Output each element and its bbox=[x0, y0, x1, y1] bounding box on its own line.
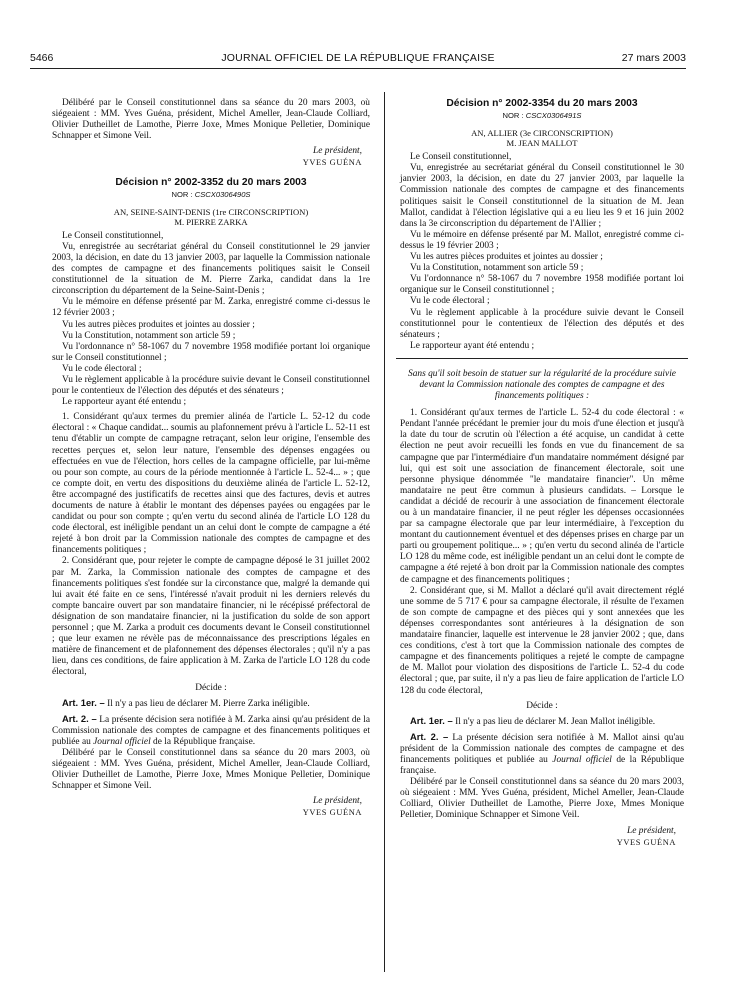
section-rule bbox=[396, 358, 688, 359]
italic-clause: Sans qu'il soit besoin de statuer sur la régularité de la procédure suivie devant la Commission nationale des comptes de campagne et des financements politiques : bbox=[408, 368, 676, 402]
body-paragraph: Vu, enregistrée au secrétariat général du Conseil constitutionnel le 29 janvier 2003, la décision, en date du 13 janvier 2003, par laquelle la Commission nationale des comptes de campagne et des financements politiques saisit le Conseil constitutionnel de la situation de M. Pierre Zarka, candidat dans la 1re circonscription du département de la Seine-Saint-Denis ; bbox=[52, 241, 370, 297]
delibere-paragraph: Délibéré par le Conseil constitutionnel dans sa séance du 20 mars 2003, où siégeaient : MM. Yves Guéna, président, Michel Ameller, Jean-Claude Colliard, Olivier Dutheillet de Lamothe, Pierre Joxe, Mmes Monique Pelletier, Dominique Schnapper et Simone Veil. bbox=[52, 747, 370, 792]
body-paragraph: Vu l'ordonnance n° 58-1067 du 7 novembre 1958 modifiée portant loi organique sur le Conseil constitutionnel ; bbox=[52, 341, 370, 363]
body-paragraph: Vu, enregistrée au secrétariat général du Conseil constitutionnel le 30 janvier 2003, la décision, en date du 27 janvier 2003, par laquelle la Commission nationale des comptes de campagne et des financements politiques saisit le Conseil constitutionnel de la situation de M. Jean Mallot, candidat à l'élection législative qui a eu lieu les 9 et 16 juin 2002 dans la 3e circonscription du département de l'Allier ; bbox=[400, 163, 684, 229]
signature-name: YVES GUÉNA bbox=[302, 158, 362, 168]
affaire-line: AN, SEINE-SAINT-DENIS (1re CIRCONSCRIPTION) bbox=[113, 206, 309, 217]
decide-heading: Décide : bbox=[526, 700, 558, 711]
considerant-paragraph: 2. Considérant que, si M. Mallot a déclaré qu'il avait directement réglé une somme de 5 717 € pour sa campagne électorale, il résulte de l'examen de son compte de campagne et des pièces qui y sont annexées que les dépenses correspondantes sont antérieures à la désignation de son mandataire financier, laquelle est intervenue le 28 janvier 2002 ; que, dans ces conditions, c'est à tort que la Commission nationale des comptes de campagne et des financements politiques a rejeté le compte de campagne de M. Mallot pour violation des dispositions de l'article L. 52-4 du code électoral ; que, par suite, il n'y a pas lieu de faire application de l'article LO 128 du code électoral, bbox=[400, 585, 684, 696]
body-paragraph: Vu le mémoire en défense présenté par M. Zarka, enregistré comme ci-dessus le 12 février 2003 ; bbox=[52, 297, 370, 319]
decide-heading: Décide : bbox=[195, 682, 227, 693]
body-paragraph: Vu le règlement applicable à la procédure suivie devant le Conseil constitutionnel pour le contentieux de l'élection des députés et des sénateurs ; bbox=[52, 374, 370, 397]
nor-label: NOR : bbox=[171, 189, 193, 199]
left-column bbox=[52, 98, 370, 819]
considerant-paragraph: 1. Considérant qu'aux termes de l'article L. 52-4 du code électoral : « Pendant l'année précédant le premier jour du mois d'une élection et jusqu'à la date du tour de scrutin où l'élection a été acquise, un candidat à cette élection ne peut avoir recueilli les fonds en vue du financement de sa campagne que par l'intermédiaire d'un mandataire nommément désigné par lui, qui est soit une association de financement électorale, soit une personne physique dénommée "le mandataire financier". Un même mandataire ne peut être commun à plusieurs candidats. – Lorsque le candidat a décidé de recourir à une association de financement électorale ou à un mandataire financier, il ne peut régler les dépenses occasionnées par sa campagne électorale que par leur intermédiaire, à l'exception du montant du cautionnement éventuel et des dépenses prises en charge par un parti ou groupement politique... » ; qu'en vertu du second alinéa de l'article LO 128 du même code, est inéligible pendant un an celui dont le compte de campagne a été rejeté à bon droit par la Commission nationale des comptes de campagne et des financements politiques ; bbox=[400, 408, 684, 585]
journal-officiel-ref: Journal officiel bbox=[93, 736, 151, 747]
article-text: Il n'y a pas lieu de déclarer M. Jean Mallot inéligible. bbox=[455, 716, 656, 727]
body-paragraph: Vu le règlement applicable à la procédure suivie devant le Conseil constitutionnel pour le contentieux de l'élection des députés et des sénateurs ; bbox=[400, 307, 684, 340]
body-paragraph: Vu les autres pièces produites et jointes au dossier ; bbox=[62, 319, 255, 330]
article-text: de la République française. bbox=[400, 754, 685, 777]
article-1 bbox=[400, 715, 684, 728]
page-number: 5466 bbox=[30, 52, 54, 64]
signature-block bbox=[400, 826, 676, 848]
body-paragraph: Le rapporteur ayant été entendu ; bbox=[62, 397, 187, 408]
affaire-line: AN, ALLIER (3e CIRCONSCRIPTION) bbox=[471, 128, 613, 139]
delibere-paragraph: Délibéré par le Conseil constitutionnel dans sa séance du 20 mars 2003, où siégeaient : MM. Yves Guéna, président, Michel Ameller, Jean-Claude Colliard, Olivier Dutheillet de Lamothe, Pierre Joxe, Mmes Monique Pelletier, Dominique Schnapper et Simone Veil. bbox=[400, 777, 684, 821]
nor-code: CSCX0306491S bbox=[525, 111, 582, 121]
right-column bbox=[400, 98, 684, 848]
signature-role: Le président, bbox=[313, 146, 362, 157]
affaire-line: M. PIERRE ZARKA bbox=[174, 216, 248, 227]
signature-role: Le président, bbox=[627, 825, 676, 836]
body-paragraph: Vu la Constitution, notamment son article 59 ; bbox=[62, 330, 236, 341]
considerant-paragraph: 2. Considérant que, pour rejeter le compte de campagne déposé le 31 juillet 2002 par M. Zarka, la Commission nationale des comptes de campagne et des financements politiques s'est fondée sur la circonstance que, malgré la demande qui lui avait été faite en ce sens, l'intéressé n'avait produit ni les derniers relevés du compte bancaire ouvert par son mandataire financier, ni le récépissé préfectoral de désignation de son mandataire financier, ni la justification du solde de son apport personnel ; que M. Zarka a produit ces documents devant le Conseil constitutionnel ; que leur examen ne révèle pas de méconnaissance des prescriptions légales en matière de financement et de plafonnement des dépenses électorales ; qu'il n'y a pas lieu, dans ces conditions, de faire application à M. Zarka de l'article LO 128 du code électoral, bbox=[52, 556, 370, 678]
article-label: Art. 1er. – bbox=[410, 714, 453, 726]
article-text: de la République française. bbox=[153, 736, 256, 747]
article-label: Art. 2. – bbox=[410, 730, 449, 742]
signature-block bbox=[52, 146, 362, 168]
article-label: Art. 2. – bbox=[62, 712, 97, 724]
considerant-paragraph: 1. Considérant qu'aux termes du premier alinéa de l'article L. 52-12 du code électoral : « Chaque candidat... soumis au plafonnement prévu à l'article L. 52-11 est tenu d'établir un compte de campagne retraçant, selon leur origine, l'ensemble des recettes perçues et, selon leur nature, l'ensemble des dépenses engagées ou effectuées en vue de l'élection, hors celles de la campagne officielle, par lui-même ou pour son compte, au cours de la période mentionnée à l'article L. 52-4... » ; que ce compte doit, en vertu des dispositions du deuxième alinéa de l'article L. 52-12, être accompagné des justificatifs de recettes ainsi que des factures, devis et autres documents de nature à établir le montant des dépenses payées ou engagées par le candidat ou pour son compte ; qu'en vertu du second alinéa de l'article LO 128 du code électoral, est inéligible pendant un an celui dont le compte de campagne a été rejeté à bon droit par la Commission nationale des comptes de campagne et des financements politiques ; bbox=[52, 412, 370, 556]
affaire-line: M. JEAN MALLOT bbox=[506, 138, 578, 149]
decision-title: Décision n° 2002-3354 du 20 mars 2003 bbox=[446, 98, 638, 109]
nor-code: CSCX0306490S bbox=[194, 189, 251, 199]
body-paragraph: Vu le code électoral ; bbox=[410, 296, 490, 307]
nor-reference bbox=[52, 189, 370, 200]
article-text: La présente décision sera notifiée à M. Mallot ainsi qu'au président de la Commission nationale des comptes de campagne et des financements politiques et publiée au bbox=[400, 732, 684, 765]
article-text: Il n'y a pas lieu de déclarer M. Pierre Zarka inéligible. bbox=[107, 698, 310, 709]
column-divider bbox=[384, 92, 385, 972]
issue-date: 27 mars 2003 bbox=[621, 52, 686, 64]
signature-name: YVES GUÉNA bbox=[302, 808, 362, 818]
body-paragraph: Vu l'ordonnance n° 58-1067 du 7 novembre 1958 modifiée portant loi organique sur le Conseil constitutionnel ; bbox=[400, 274, 684, 296]
signature-block bbox=[52, 796, 362, 818]
nor-reference bbox=[400, 110, 684, 121]
nor-label: NOR : bbox=[502, 111, 524, 121]
page-header bbox=[30, 52, 686, 66]
decision-title: Décision n° 2002-3352 du 20 mars 2003 bbox=[115, 176, 307, 188]
article-label: Art. 1er. – bbox=[62, 696, 105, 708]
article-2 bbox=[400, 731, 684, 777]
signature-name: YVES GUÉNA bbox=[616, 837, 676, 847]
article-2 bbox=[52, 713, 370, 748]
article-text: La présente décision sera notifiée à M. Zarka ainsi qu'au président de la Commission nationale des comptes de campagne et des financements politiques et publiée au bbox=[52, 714, 371, 747]
delibere-paragraph: Délibéré par le Conseil constitutionnel dans sa séance du 20 mars 2003, où siégeaient : MM. Yves Guéna, président, Michel Ameller, Jean-Claude Colliard, Olivier Dutheillet de Lamothe, Pierre Joxe, Mmes Monique Pelletier, Dominique Schnapper et Simone Veil. bbox=[52, 98, 370, 142]
affaire-heading bbox=[400, 128, 684, 148]
signature-role: Le président, bbox=[313, 796, 362, 807]
body-paragraph: Vu la Constitution, notamment son article 59 ; bbox=[410, 263, 584, 274]
journal-officiel-ref: Journal officiel bbox=[552, 754, 612, 765]
body-paragraph: Le Conseil constitutionnel, bbox=[62, 230, 164, 241]
body-paragraph: Le rapporteur ayant été entendu ; bbox=[410, 340, 535, 351]
affaire-heading bbox=[52, 207, 370, 227]
header-rule bbox=[30, 68, 686, 69]
body-paragraph: Vu les autres pièces produites et jointes au dossier ; bbox=[410, 252, 603, 263]
journal-title: JOURNAL OFFICIEL DE LA RÉPUBLIQUE FRANÇAISE bbox=[221, 52, 495, 64]
body-paragraph: Vu le code électoral ; bbox=[62, 363, 142, 374]
body-paragraph: Vu le mémoire en défense présenté par M. Mallot, enregistré comme ci-dessus le 19 février 2003 ; bbox=[400, 229, 684, 251]
body-paragraph: Le Conseil constitutionnel, bbox=[410, 152, 512, 163]
article-1 bbox=[52, 697, 370, 710]
